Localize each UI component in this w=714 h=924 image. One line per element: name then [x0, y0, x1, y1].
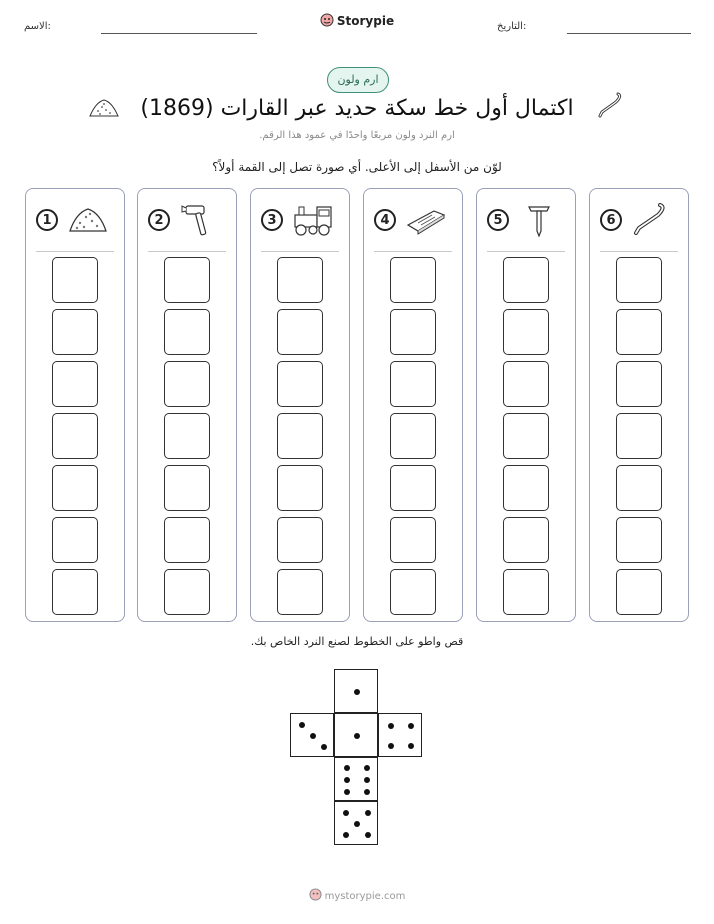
color-box[interactable]: [390, 569, 436, 615]
page-title: اكتمال أول خط سكة حديد عبر القارات (1869): [140, 96, 574, 121]
color-box[interactable]: [616, 309, 662, 355]
color-box[interactable]: [390, 309, 436, 355]
dice-face-5: [334, 801, 378, 845]
date-label: التاريخ:: [497, 21, 527, 32]
pip: [364, 789, 370, 795]
color-box[interactable]: [616, 465, 662, 511]
hammer-icon: [178, 203, 222, 237]
divider: [487, 251, 565, 252]
pip: [310, 733, 316, 739]
locomotive-icon: [291, 203, 335, 237]
color-box[interactable]: [52, 413, 98, 459]
color-box[interactable]: [616, 257, 662, 303]
color-box[interactable]: [503, 413, 549, 459]
color-box[interactable]: [164, 413, 210, 459]
color-box[interactable]: [52, 465, 98, 511]
pip: [364, 777, 370, 783]
dice-face-6: [334, 757, 378, 801]
pip: [388, 743, 394, 749]
pip: [343, 810, 349, 816]
activity-tag: ارم ولون: [327, 67, 389, 93]
color-box[interactable]: [164, 569, 210, 615]
railroad-spike-icon: [517, 203, 561, 237]
divider: [36, 251, 114, 252]
color-box[interactable]: [390, 361, 436, 407]
column-2: [137, 188, 237, 622]
column-header: [26, 203, 124, 237]
pip: [354, 733, 360, 739]
divider: [148, 251, 226, 252]
column-number: 1: [36, 209, 58, 231]
column-number: 2: [148, 209, 170, 231]
dice-face-1: [334, 713, 378, 757]
column-3: [250, 188, 350, 622]
pip: [388, 723, 394, 729]
column-number: 6: [600, 209, 622, 231]
divider: [600, 251, 678, 252]
page-subtitle: ارم النرد ولون مربعًا واحدًا في عمود هذا الرقم.: [259, 130, 455, 141]
column-header: [590, 203, 688, 237]
divider: [374, 251, 452, 252]
name-label: الاسم:: [24, 21, 51, 32]
cut-instruction: قص واطو على الخطوط لصنع النرد الخاص بك.: [250, 635, 464, 648]
color-box[interactable]: [277, 465, 323, 511]
footer-url[interactable]: mystorypie.com: [324, 891, 406, 902]
color-box[interactable]: [616, 569, 662, 615]
pip: [354, 689, 360, 695]
column-number: 4: [374, 209, 396, 231]
color-box[interactable]: [52, 257, 98, 303]
color-box[interactable]: [616, 517, 662, 563]
column-header: [251, 203, 349, 237]
color-box[interactable]: [503, 361, 549, 407]
color-box[interactable]: [277, 413, 323, 459]
color-box[interactable]: [390, 257, 436, 303]
column-number: 5: [487, 209, 509, 231]
gravel-pile-icon: [66, 203, 110, 237]
column-number: 3: [261, 209, 283, 231]
color-box[interactable]: [277, 569, 323, 615]
gold-spike-plate-icon: [404, 203, 448, 237]
pip: [365, 810, 371, 816]
storypie-logo-icon: [320, 13, 334, 30]
color-box[interactable]: [52, 361, 98, 407]
column-header: [364, 203, 462, 237]
color-box[interactable]: [277, 361, 323, 407]
dice-net[interactable]: [290, 669, 426, 837]
crowbar-icon: [596, 92, 626, 122]
dice-face-1: [334, 669, 378, 713]
brand-header: [0, 13, 714, 30]
pip: [408, 743, 414, 749]
brand-name: Storypie: [336, 14, 395, 28]
crowbar-icon: [630, 203, 674, 237]
color-box[interactable]: [503, 257, 549, 303]
color-box[interactable]: [503, 309, 549, 355]
color-box[interactable]: [164, 257, 210, 303]
name-line[interactable]: [101, 33, 257, 34]
pip: [299, 722, 305, 728]
color-box[interactable]: [390, 413, 436, 459]
color-box[interactable]: [164, 517, 210, 563]
column-6: [589, 188, 689, 622]
color-box[interactable]: [616, 361, 662, 407]
color-box[interactable]: [164, 309, 210, 355]
color-box[interactable]: [616, 413, 662, 459]
color-box[interactable]: [277, 309, 323, 355]
pip: [344, 789, 350, 795]
dice-face-4: [378, 713, 422, 757]
pip: [344, 765, 350, 771]
instruction-text: لوّن من الأسفل إلى الأعلى. أي صورة تصل إلى القمة أولاً؟: [212, 160, 502, 174]
color-box[interactable]: [503, 517, 549, 563]
storypie-logo-icon: [309, 888, 322, 904]
pip: [364, 765, 370, 771]
pip: [344, 777, 350, 783]
color-box[interactable]: [277, 257, 323, 303]
pip: [343, 832, 349, 838]
color-box[interactable]: [164, 465, 210, 511]
color-box[interactable]: [390, 517, 436, 563]
column-1: [25, 188, 125, 622]
pip: [365, 832, 371, 838]
pip: [354, 821, 360, 827]
column-4: [363, 188, 463, 622]
color-box[interactable]: [164, 361, 210, 407]
column-5: [476, 188, 576, 622]
color-box[interactable]: [52, 517, 98, 563]
dice-face-3: [290, 713, 334, 757]
color-box[interactable]: [52, 569, 98, 615]
pip: [321, 744, 327, 750]
color-box[interactable]: [503, 465, 549, 511]
column-header: [138, 203, 236, 237]
footer: [0, 888, 714, 904]
color-box[interactable]: [277, 517, 323, 563]
color-box[interactable]: [390, 465, 436, 511]
date-line[interactable]: [567, 33, 691, 34]
color-box[interactable]: [52, 309, 98, 355]
divider: [261, 251, 339, 252]
color-box[interactable]: [503, 569, 549, 615]
pip: [408, 723, 414, 729]
column-header: [477, 203, 575, 237]
